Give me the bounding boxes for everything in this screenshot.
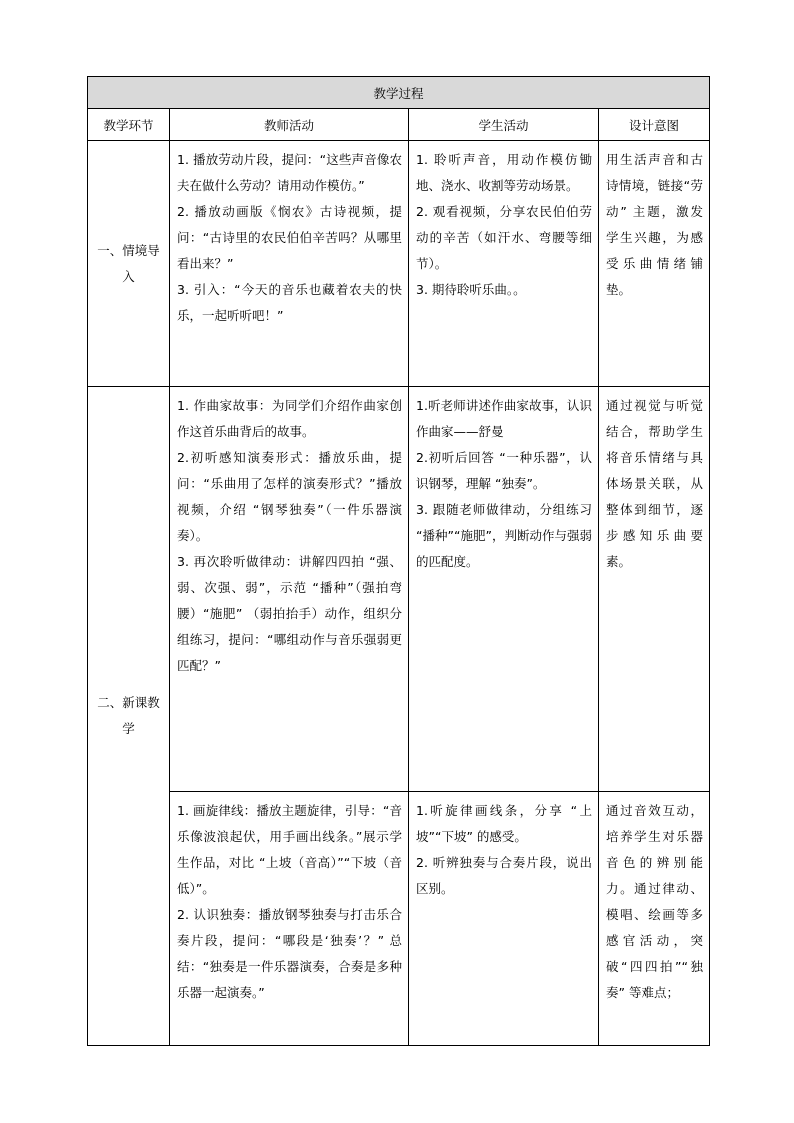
header-stage: 教学环节 — [88, 109, 170, 141]
teacher-activity-cell — [170, 141, 409, 387]
student-step: 2. 观看视频，分享农民伯伯劳动的辛苦（如汗水、弯腰等细节）。 — [416, 204, 592, 271]
student-activity-cell — [409, 792, 599, 1046]
table-row — [88, 387, 710, 792]
table-row — [88, 141, 710, 387]
design-intent-cell — [599, 387, 710, 792]
student-activity-cell — [409, 141, 599, 387]
teacher-step: 2. 播放动画版《悯农》古诗视频，提问：“古诗里的农民伯伯辛苦吗？从哪里看出来？” — [177, 204, 402, 271]
header-row — [88, 109, 710, 141]
teacher-step: 2. 认识独奏：播放钢琴独奏与打击乐合奏片段，提问：“哪段是‘独奏’？” 总结：“独奏是一件乐器演奏，合奏是多种乐器一起演奏。” — [177, 907, 402, 1000]
design-intent-text: 通过视觉与听觉结合，帮助学生将音乐情绪与具体场景关联，从整体到细节，逐步感知乐曲要素。 — [606, 398, 704, 569]
teacher-step: 2.初听感知演奏形式：播放乐曲，提问：“乐曲用了怎样的演奏形式？”播放视频，介绍 “钢琴独奏”（一件乐器演奏）。 — [177, 450, 402, 543]
student-step: 1.听老师讲述作曲家故事，认识作曲家——舒曼 — [416, 398, 592, 439]
student-step: 2.初听后回答 “一种乐器”，认识钢琴，理解 “独奏”。 — [416, 450, 592, 491]
teacher-step: 3. 引入：“今天的音乐也藏着农夫的快乐，一起听听吧！” — [177, 282, 402, 323]
table-title: 教学过程 — [88, 77, 710, 109]
teacher-step: 3. 再次聆听做律动：讲解四四拍 “强、弱、次强、弱”，示范 “播种”（强拍弯腰）“施肥” （弱拍抬手）动作，组织分组练习，提问：“哪组动作与音乐强弱更匹配？” — [177, 554, 402, 673]
design-intent-cell — [599, 792, 710, 1046]
header-teacher: 教师活动 — [170, 109, 409, 141]
header-intent: 设计意图 — [599, 109, 710, 141]
design-intent-text: 用生活声音和古诗情境，链接“劳动” 主题，激发学生兴趣，为感受乐曲情绪铺垫。 — [606, 152, 704, 297]
teacher-activity-cell — [170, 387, 409, 792]
teacher-step: 1. 作曲家故事：为同学们介绍作曲家创作这首乐曲背后的故事。 — [177, 398, 402, 439]
student-step: 3. 期待聆听乐曲。。 — [416, 282, 526, 297]
teacher-step: 1. 画旋律线：播放主题旋律，引导：“音乐像波浪起伏，用手画出线条。”展示学生作品，对比 “上坡（音高）”“下坡（音低）”。 — [177, 803, 402, 896]
stage-cell: 二、新课教学 — [88, 387, 170, 1046]
student-step: 3. 跟随老师做律动，分组练习 “播种”“施肥”，判断动作与强弱的匹配度。 — [416, 502, 592, 569]
design-intent-cell — [599, 141, 710, 387]
student-activity-cell — [409, 387, 599, 792]
table-row — [88, 792, 710, 1046]
design-intent-text: 通过音效互动，培养学生对乐器音色的辨别能力。通过律动、模唱、绘画等多感官活动，突破“四四拍”“独奏” 等难点； — [606, 803, 704, 1000]
teaching-process-table — [87, 76, 710, 1046]
stage-cell: 一、情境导入 — [88, 141, 170, 387]
teacher-step: 1. 播放劳动片段，提问：“这些声音像农夫在做什么劳动？请用动作模仿。” — [177, 152, 402, 193]
header-student: 学生活动 — [409, 109, 599, 141]
student-step: 2. 听辨独奏与合奏片段，说出区别。 — [416, 855, 592, 896]
teacher-activity-cell — [170, 792, 409, 1046]
student-step: 1. 聆听声音，用动作模仿锄地、浇水、收割等劳动场景。 — [416, 152, 592, 193]
student-step: 1.听旋律画线条，分享 “上坡”“下坡” 的感受。 — [416, 803, 592, 844]
